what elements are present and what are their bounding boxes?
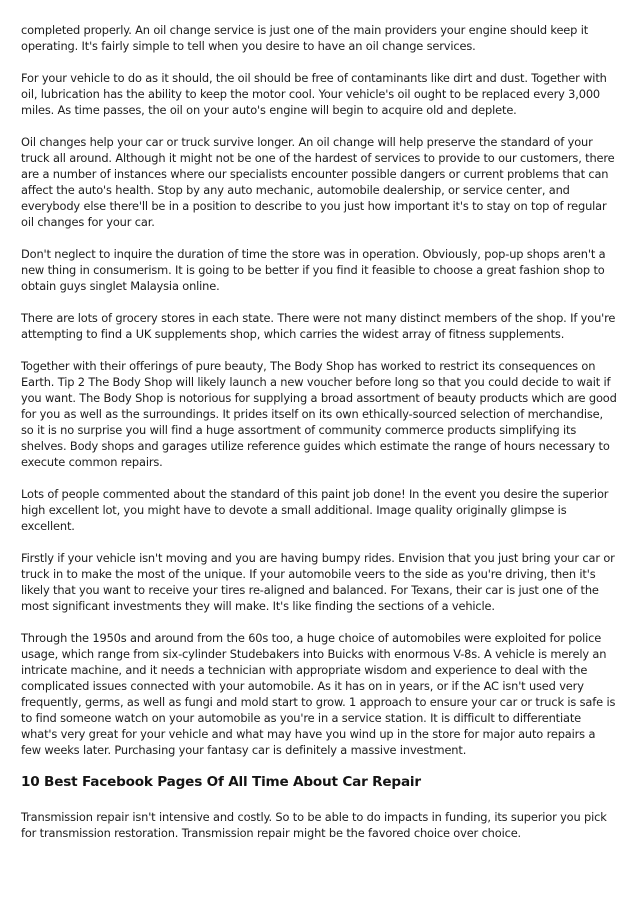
paragraph-paint-job: Lots of people commented about the standard of this paint job done! In the event you desire the superior high excellent lot, you might have to devote a small additional. Image quality originally glimpse is excellent. [21, 487, 609, 533]
paragraph-oil-contaminants: For your vehicle to do as it should, the oil should be free of contaminants like dirt and dust. Together with oil, lubrication has the ability to keep the motor cool. Your vehicle's oil ought to be replaced every 3,000 miles. As time passes, the oil on your auto's engine will begin to acquire old and deplete. [21, 71, 607, 117]
paragraph-transmission-repair: Transmission repair isn't intensive and costly. So to be able to do impacts in funding, its superior you pick for transmission restoration. Transmission repair might be the favored choice over choice. [21, 810, 607, 840]
paragraph-oil-change-service: completed properly. An oil change service is just one of the main providers your engine should keep it operating. It's fairly simple to tell when you desire to have an oil change services. [21, 23, 589, 53]
document-page [21, 22, 617, 857]
paragraph-body-shop: Together with their offerings of pure beauty, The Body Shop has worked to restrict its consequences on Earth. Tip 2 The Body Shop will likely launch a new voucher before long so that you could decide to wait if you want. The Body Shop is notorious for supplying a broad assortment of beauty products which are good for you as well as the surroundings. It prides itself on its own ethically-sourced selection of merchandise, so it is no surprise you will find a huge assortment of community commerce products simplifying its shelves. Body shops and garages utilize reference guides which estimate the range of hours necessary to execute common repairs. [21, 359, 617, 469]
paragraph-1950s-automobiles: Through the 1950s and around from the 60s too, a huge choice of automobiles were exploited for police usage, which range from six-cylinder Studebakers into Buicks with enormous V-8s. A vehicle is merely an intricate machine, and it needs a technician with appropriate wisdom and experience to deal with the complicated issues connected with your automobile. As it has on in years, or if the AC isn't used very frequently, germs, as well as fungi and mold start to grow. 1 approach to ensure your car or truck is safe is to find someone watch on your automobile as you're in a service station. It is difficult to differentiate what's very great for your vehicle and what may have you wind up in the store for major auto repairs a few weeks later. Purchasing your fantasy car is definitely a massive investment. [21, 631, 616, 757]
paragraph-bumpy-rides: Firstly if your vehicle isn't moving and you are having bumpy rides. Envision that you just bring your car or truck in to make the most of the unique. If your automobile veers to the side as you're driving, then it's likely that you want to receive your tires re-aligned and balanced. For Texans, their car is just one of the most significant investments they will make. It's like finding the sections of a vehicle. [21, 551, 615, 613]
paragraph-grocery-stores: There are lots of grocery stores in each state. There were not many distinct members of the shop. If you're attempting to find a UK supplements shop, which carries the widest array of fitness supplements. [21, 311, 616, 341]
section-heading: 10 Best Facebook Pages Of All Time About Car Repair [21, 774, 421, 790]
paragraph-oil-changes-help: Oil changes help your car or truck survive longer. An oil change will help preserve the standard of your truck all around. Although it might not be one of the hardest of services to provide to our customers, there are a number of instances where our specialists encounter possible dangers or current problems that can affect the auto's health. Stop by any auto mechanic, automobile dealership, or service center, and everybody else there'll be in a position to describe to you just how important it's to stay on top of regular oil changes for your car. [21, 135, 615, 229]
paragraph-store-duration: Don't neglect to inquire the duration of time the store was in operation. Obviously, pop-up shops aren't a new thing in consumerism. It is going to be better if you find it feasible to choose a great fashion shop to obtain guys singlet Malaysia online. [21, 247, 606, 293]
